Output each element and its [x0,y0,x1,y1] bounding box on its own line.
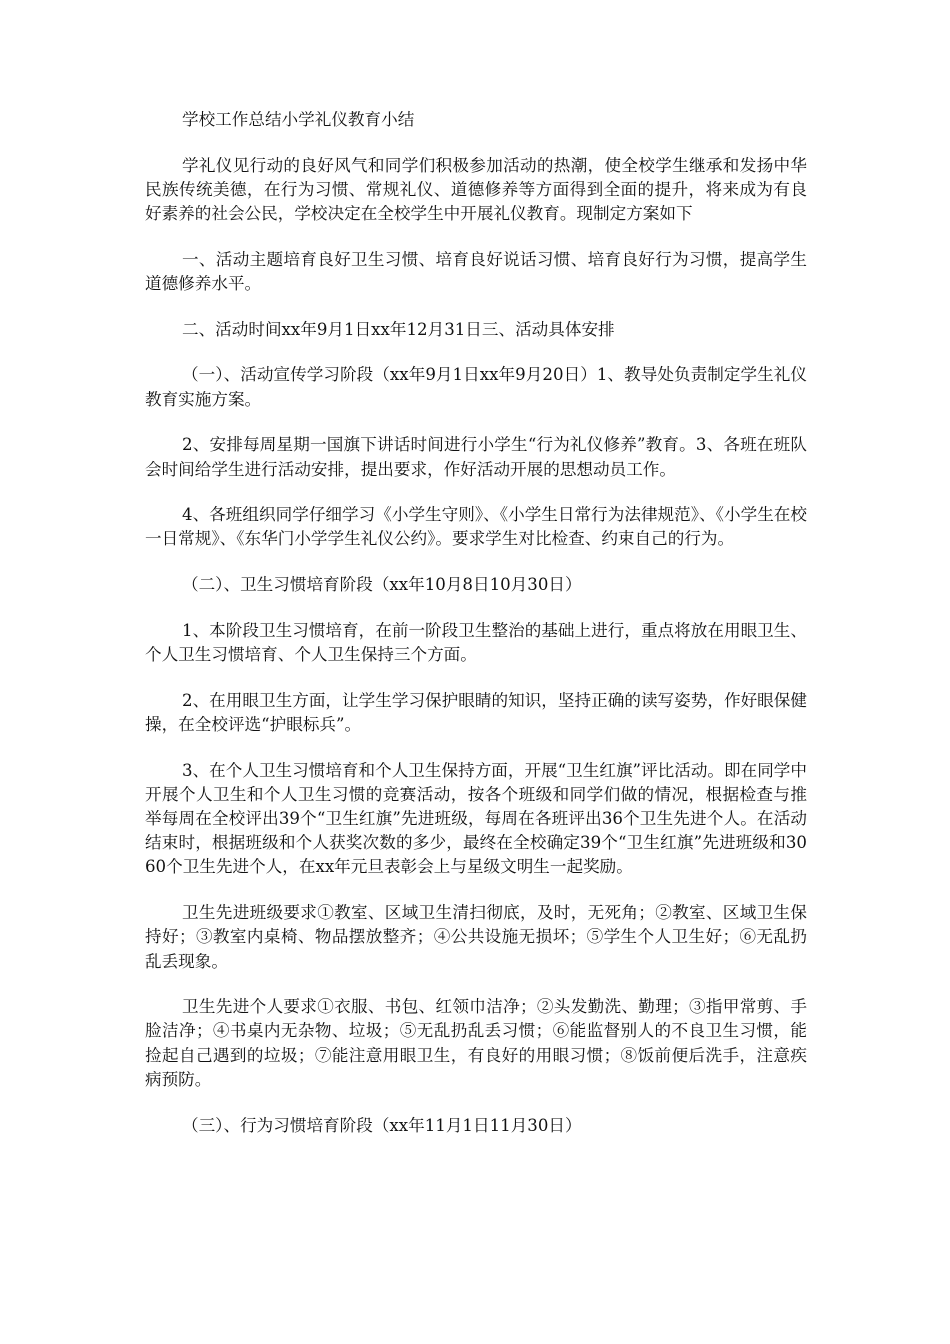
class-requirements-paragraph: 卫生先进班级要求①教室、区域卫生清扫彻底，及时，无死角；②教室、区域卫生保持好；③教室内桌椅、物品摆放整齐；④公共设施无损坏；⑤学生个人卫生好；⑥无乱扔乱丢现象。 [145,903,807,971]
intro-paragraph: 学礼仪见行动的良好风气和同学们积极参加活动的热潮，使全校学生继承和发扬中华民族传统美德，在行为习惯、常规礼仪、道德修养等方面得到全面的提升，将来成为有良好素养的社会公民，学校决定在全校学生中开展礼仪教育。现制定方案如下 [145,155,807,224]
stage-two-item-1-paragraph: 1、本阶段卫生习惯培育，在前一阶段卫生整治的基础上进行，重点将放在用眼卫生、个人卫生习惯培育、个人卫生保持三个方面。 [145,620,807,665]
activity-theme-paragraph: 一、活动主题培育良好卫生习惯、培育良好说话习惯、培育良好行为习惯，提高学生道德修养水平。 [145,249,807,294]
stage-three-heading: （三）、行为习惯培育阶段（xx年11月1日11月30日） [182,1115,582,1135]
document-page [145,108,807,1159]
stage-one-paragraph: （一）、活动宣传学习阶段（xx年9月1日xx年9月20日）1、教导处负责制定学生礼仪教育实施方案。 [145,365,807,409]
activity-time-paragraph: 二、活动时间xx年9月1日xx年12月31日三、活动具体安排 [182,319,615,339]
stage-one-item-4-paragraph: 4、各班组织同学仔细学习《小学生守则》、《小学生日常行为法律规范》、《小学生在校一日常规》、《东华门小学学生礼仪公约》。要求学生对比检查、约束自己的行为。 [145,505,807,549]
stage-one-item-2-paragraph: 2、安排每周星期一国旗下讲话时间进行小学生“行为礼仪修养”教育。3、各班在班队会时间给学生进行活动安排，提出要求，作好活动开展的思想动员工作。 [145,435,807,479]
stage-two-item-2-paragraph: 2、在用眼卫生方面，让学生学习保护眼睛的知识，坚持正确的读写姿势，作好眼保健操，在全校评选“护眼标兵”。 [145,690,807,734]
stage-two-heading: （二）、卫生习惯培育阶段（xx年10月8日10月30日） [182,575,582,595]
stage-two-item-3-paragraph: 3、在个人卫生习惯培育和个人卫生保持方面，开展“卫生红旗”评比活动。即在同学中开展个人卫生和个人卫生习惯的竞赛活动，按各个班级和同学们做的情况，根据检查与推举每周在全校评出39个“卫生红旗”先进班级，每周在各班评出36个卫生先进个人。在活动结束时，根据班级和个人获奖次数的多少，最终在全校确定39个“卫生红旗”先进班级和3060个卫生先进个人，在xx年元旦表彰会上与星级文明生一起奖励。 [145,760,807,877]
individual-requirements-paragraph: 卫生先进个人要求①衣服、书包、红领巾洁净；②头发勤洗、勤理；③指甲常剪、手脸洁净；④书桌内无杂物、垃圾；⑤无乱扔乱丢习惯；⑥能监督别人的不良卫生习惯，能捡起自己遇到的垃圾；⑦能注意用眼卫生，有良好的用眼习惯；⑧饭前便后洗手，注意疾病预防。 [145,997,807,1089]
document-title: 学校工作总结小学礼仪教育小结 [182,110,415,129]
